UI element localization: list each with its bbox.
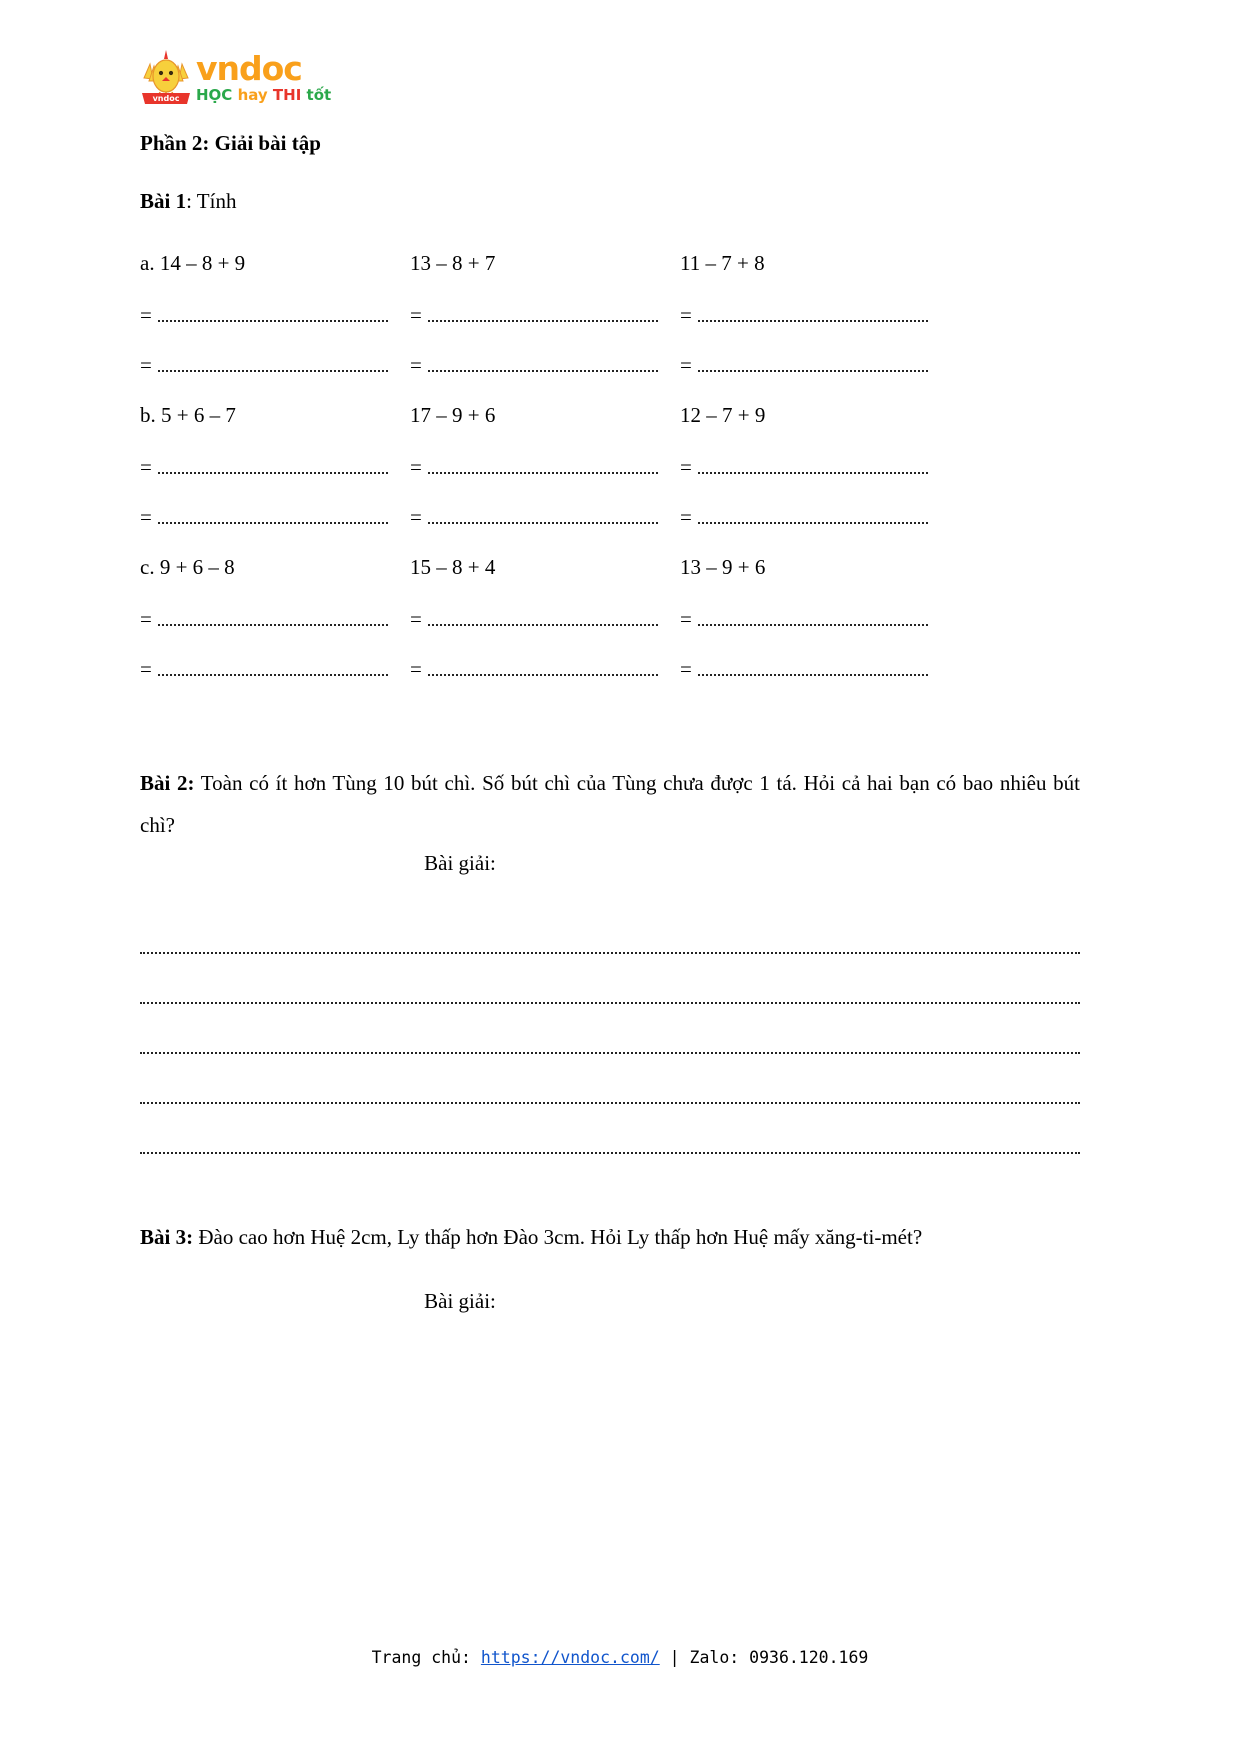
dotted-fill [158, 458, 388, 474]
exercise2-label: Bài 2: [140, 771, 195, 795]
dotted-fill [428, 610, 658, 626]
exercise2-question [140, 762, 1080, 846]
document-content [140, 48, 1100, 1318]
blank-line[interactable] [140, 954, 1080, 1004]
equals-sign: = [680, 607, 692, 631]
dotted-fill [158, 356, 388, 372]
answer-row-a2 [140, 350, 1080, 380]
answer-row-a1 [140, 300, 1080, 330]
answer-row-b1 [140, 452, 1080, 482]
exercise2-solution-label: Bài giải: [424, 851, 496, 875]
answer-blank[interactable] [410, 452, 680, 482]
spacer [140, 704, 1100, 762]
exercise1-label: Bài 1 [140, 189, 187, 213]
dotted-fill [698, 458, 928, 474]
tagline-hay: hay [237, 86, 268, 104]
dotted-fill [428, 356, 658, 372]
equals-sign: = [140, 353, 152, 377]
equals-sign: = [140, 505, 152, 529]
equals-sign: = [140, 455, 152, 479]
chick-mascot-icon [140, 48, 192, 106]
expression-cell: 12 – 7 + 9 [680, 403, 766, 427]
answer-blank[interactable] [140, 604, 410, 634]
answer-blank[interactable] [680, 604, 950, 634]
exercise3-label: Bài 3: [140, 1225, 194, 1249]
blank-line[interactable] [140, 1054, 1080, 1104]
exercise1-heading [140, 184, 1100, 218]
equals-sign: = [680, 505, 692, 529]
answer-row-c2 [140, 654, 1080, 684]
dotted-fill [698, 356, 928, 372]
exercise3-question [140, 1216, 1080, 1258]
answer-blank[interactable] [680, 654, 950, 684]
expression-cell: a. 14 – 8 + 9 [140, 251, 246, 275]
expression-row-a [140, 248, 1080, 278]
equals-sign: = [680, 353, 692, 377]
footer-home-label: Trang chủ: [371, 1648, 471, 1667]
dotted-fill [698, 508, 928, 524]
exercise3-text: Đào cao hơn Huệ 2cm, Ly thấp hơn Đào 3cm. Hỏi Ly thấp hơn Huệ mấy xăng-ti-mét? [193, 1225, 923, 1249]
answer-blank[interactable] [410, 502, 680, 532]
blank-line[interactable] [140, 904, 1080, 954]
dotted-fill [698, 610, 928, 626]
spacer [140, 1258, 1100, 1284]
exercise3-solution-label: Bài giải: [424, 1289, 496, 1313]
exercise1-instruction: : Tính [186, 189, 237, 213]
answer-blank[interactable] [140, 350, 410, 380]
equals-sign: = [410, 303, 422, 327]
expression-cell: 15 – 8 + 4 [410, 555, 496, 579]
equals-sign: = [680, 657, 692, 681]
logo-badge-text: vndoc [152, 94, 180, 103]
equals-sign: = [410, 657, 422, 681]
answer-blank[interactable] [680, 452, 950, 482]
dotted-fill [428, 508, 658, 524]
logo-tagline [196, 87, 331, 104]
dotted-fill [698, 660, 928, 676]
vndoc-url-link[interactable]: https://vndoc.com/ [480, 1648, 660, 1667]
equals-sign: = [140, 657, 152, 681]
answer-blank[interactable] [680, 300, 950, 330]
equals-sign: = [410, 353, 422, 377]
exercise2-text: Toàn có ít hơn Tùng 10 bút chì. Số bút chì của Tùng chưa được 1 tá. Hỏi cả hai bạn có bao nhiêu bút chì? [140, 771, 1080, 837]
answer-blank[interactable] [410, 604, 680, 634]
equals-sign: = [410, 455, 422, 479]
dotted-fill [428, 306, 658, 322]
equals-sign: = [680, 303, 692, 327]
exercise2-answer-area [140, 904, 1080, 1154]
expression-cell: b. 5 + 6 – 7 [140, 403, 236, 427]
equals-sign: = [680, 455, 692, 479]
expression-cell: 13 – 8 + 7 [410, 251, 496, 275]
dotted-fill [158, 306, 388, 322]
footer-zalo-number: 0936.120.169 [749, 1648, 869, 1667]
answer-blank[interactable] [140, 502, 410, 532]
answer-row-b2 [140, 502, 1080, 532]
expression-cell: 11 – 7 + 8 [680, 251, 765, 275]
footer-separator: | [669, 1648, 680, 1667]
dotted-fill [428, 458, 658, 474]
equals-sign: = [140, 607, 152, 631]
answer-blank[interactable] [140, 654, 410, 684]
answer-row-c1 [140, 604, 1080, 634]
expression-cell: 17 – 9 + 6 [410, 403, 496, 427]
expression-cell: c. 9 + 6 – 8 [140, 555, 235, 579]
vndoc-logo [140, 48, 1100, 110]
dotted-fill [428, 660, 658, 676]
dotted-fill [158, 660, 388, 676]
logo-text-block [196, 48, 331, 104]
answer-blank[interactable] [410, 300, 680, 330]
answer-blank[interactable] [680, 502, 950, 532]
logo-wordmark: vndoc [196, 49, 302, 88]
answer-blank[interactable] [140, 452, 410, 482]
footer-zalo-label: Zalo: [689, 1648, 740, 1667]
blank-line[interactable] [140, 1104, 1080, 1154]
blank-line[interactable] [140, 1004, 1080, 1054]
equals-sign: = [410, 505, 422, 529]
spacer [140, 1154, 1100, 1216]
dotted-fill [158, 610, 388, 626]
equals-sign: = [410, 607, 422, 631]
tagline-hoc: HỌC [196, 86, 233, 104]
equals-sign: = [140, 303, 152, 327]
exercise1-grid [140, 248, 1100, 684]
dotted-fill [698, 306, 928, 322]
answer-blank[interactable] [410, 654, 680, 684]
page-footer [0, 1648, 1240, 1667]
dotted-fill [158, 508, 388, 524]
tagline-tot: tốt [306, 86, 332, 104]
section-heading: Phần 2: Giải bài tập [140, 131, 321, 155]
expression-cell: 13 – 9 + 6 [680, 555, 766, 579]
answer-blank[interactable] [410, 350, 680, 380]
tagline-thi: THI [272, 86, 302, 104]
expression-row-b [140, 400, 1080, 430]
expression-row-c [140, 552, 1080, 582]
answer-blank[interactable] [140, 300, 410, 330]
answer-blank[interactable] [680, 350, 950, 380]
